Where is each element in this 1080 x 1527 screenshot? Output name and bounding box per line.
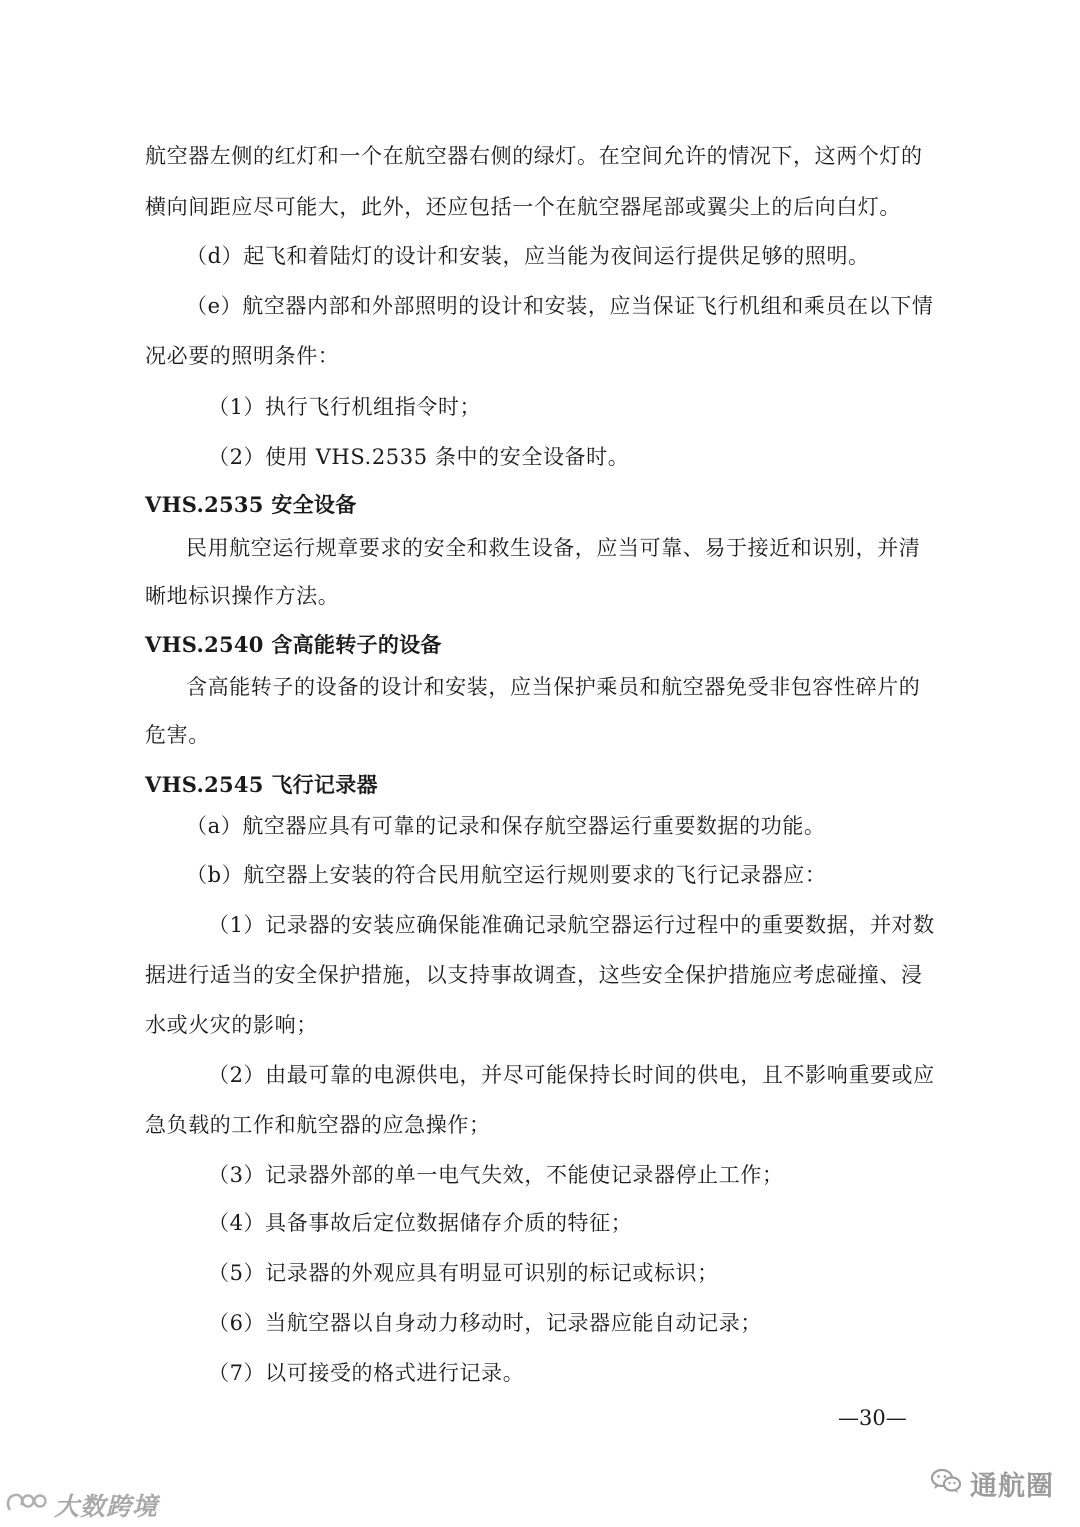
text-line: 危害。: [145, 723, 210, 747]
text-line: 况必要的照明条件：: [145, 344, 340, 368]
text-line: 民用航空运行规章要求的安全和救生设备，应当可靠、易于接近和识别，并清: [186, 536, 921, 560]
section-heading: VHS.2535 安全设备: [145, 492, 357, 517]
section-heading: VHS.2540 含高能转子的设备: [145, 632, 442, 657]
text-line: 含高能转子的设备的设计和安装，应当保护乘员和航空器免受非包容性碎片的: [186, 675, 921, 699]
text-line: （5）记录器的外观应具有明显可识别的标记或标识；: [208, 1261, 719, 1285]
watermark-text: 通航圈: [970, 1470, 1054, 1502]
text-line: 晰地标识操作方法。: [145, 584, 340, 608]
logo-icon: [4, 1490, 50, 1520]
text-line: 急负载的工作和航空器的应急操作；: [145, 1113, 491, 1137]
text-line: （4）具备事故后定位数据储存介质的特征；: [208, 1211, 633, 1235]
text-line: 航空器左侧的红灯和一个在航空器右侧的绿灯。在空间允许的情况下，这两个灯的: [145, 144, 923, 168]
text-line: （3）记录器外部的单一电气失效，不能使记录器停止工作；: [208, 1163, 784, 1187]
text-line: （1）执行飞行机组指令时；: [208, 395, 482, 419]
page-number: —30—: [838, 1406, 907, 1430]
text-line: （7）以可接受的格式进行记录。: [208, 1361, 525, 1385]
wechat-icon: [930, 1467, 962, 1499]
text-line: 横向间距应尽可能大，此外，还应包括一个在航空器尾部或翼尖上的后向白灯。: [145, 195, 901, 219]
text-line: （1）记录器的安装应确保能准确记录航空器运行过程中的重要数据，并对数: [208, 913, 935, 937]
text-line: （2）由最可靠的电源供电，并尽可能保持长时间的供电，且不影响重要或应: [208, 1063, 935, 1087]
section-heading: VHS.2545 飞行记录器: [145, 772, 378, 797]
text-line: （d）起飞和着陆灯的设计和安装，应当能为夜间运行提供足够的照明。: [186, 244, 870, 268]
text-line: 据进行适当的安全保护措施，以支持事故调查，这些安全保护措施应考虑碰撞、浸: [145, 963, 923, 987]
watermark-logo: [4, 1488, 158, 1522]
text-line: （b）航空器上安装的符合民用航空运行规则要求的飞行记录器应：: [186, 863, 827, 887]
text-line: （6）当航空器以自身动力移动时，记录器应能自动记录；: [208, 1311, 762, 1335]
watermark-wechat: [930, 1463, 1054, 1503]
text-line: 水或火灾的影响；: [145, 1013, 318, 1037]
text-line: （e）航空器内部和外部照明的设计和安装，应当保证飞行机组和乘员在以下情: [186, 294, 934, 318]
watermark-text: 大数跨境: [54, 1492, 159, 1521]
text-line: （a）航空器应具有可靠的记录和保存航空器运行重要数据的功能。: [186, 814, 826, 838]
text-line: （2）使用 VHS.2535 条中的安全设备时。: [208, 445, 630, 469]
